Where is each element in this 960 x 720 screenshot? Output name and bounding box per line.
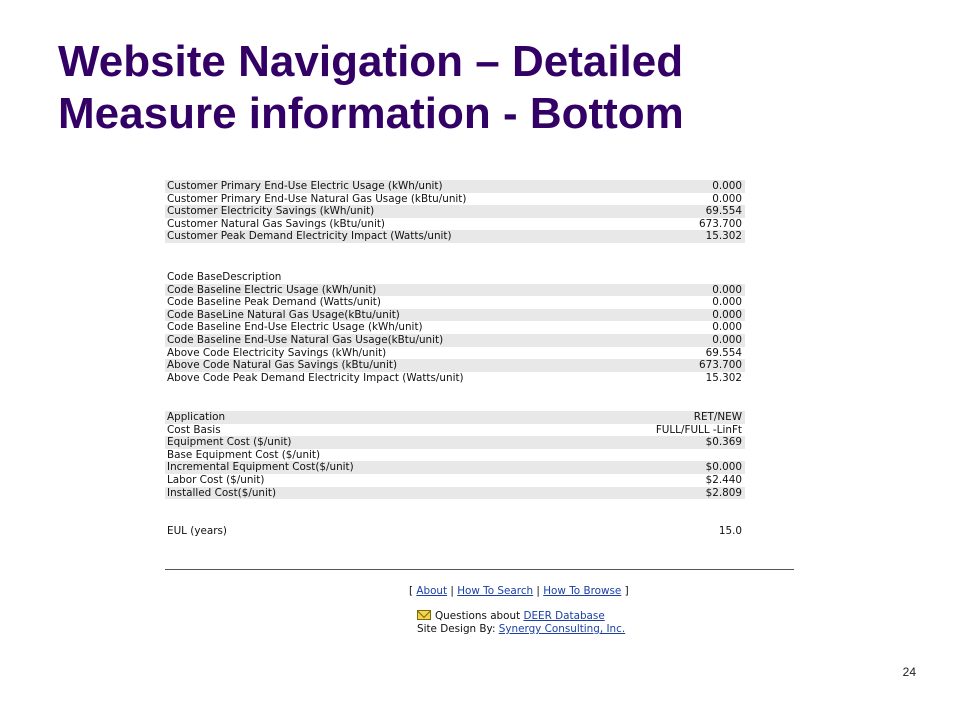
eul-table (165, 525, 745, 538)
table-row (165, 284, 745, 297)
row-value: 15.302 (705, 371, 742, 384)
row-value: 69.554 (705, 205, 742, 218)
row-label: Incremental Equipment Cost($/unit) (167, 461, 354, 474)
row-value: 0.000 (712, 192, 742, 205)
row-value: $2.809 (705, 486, 742, 499)
slide-title-line-2: Measure information - Bottom (58, 89, 684, 138)
row-value: 15.302 (705, 230, 742, 243)
table-row (165, 218, 745, 231)
row-label: Installed Cost($/unit) (167, 486, 277, 499)
deer-database-link[interactable]: DEER Database (523, 610, 605, 622)
row-value: 0.000 (712, 308, 742, 321)
measure-details-screenshot (163, 176, 795, 646)
row-label: Application (167, 411, 226, 423)
row-value: FULL/FULL -LinFt (655, 423, 742, 436)
link-separator: | (447, 585, 458, 597)
row-label: Code Baseline Peak Demand (Watts/unit) (167, 296, 381, 309)
row-label: Equipment Cost ($/unit) (167, 436, 292, 449)
about-link[interactable]: About (416, 585, 448, 597)
slide-title (58, 36, 918, 140)
row-label: Base Equipment Cost ($/unit) (167, 448, 321, 461)
row-value: 0.000 (712, 296, 742, 309)
customer-usage-table (165, 180, 745, 243)
table-row (165, 411, 745, 424)
table-row (165, 525, 745, 538)
row-label: Above Code Electricity Savings (kWh/unit) (167, 346, 387, 359)
slide-title-line-1: Website Navigation – Detailed (58, 37, 684, 86)
link-separator: | (533, 585, 544, 597)
questions-line (417, 610, 625, 623)
row-value (742, 449, 745, 462)
row-label: Code Baseline Electric Usage (kWh/unit) (167, 283, 377, 296)
row-label: Labor Cost ($/unit) (167, 473, 265, 486)
table-row (165, 334, 745, 347)
site-design-text: Site Design By: (417, 623, 499, 635)
synergy-consulting-link[interactable]: Synergy Consulting, Inc. (498, 623, 626, 635)
table-row (165, 296, 745, 309)
row-label: Customer Electricity Savings (kWh/unit) (167, 205, 375, 218)
row-label: Customer Primary End-Use Electric Usage (kWh/unit) (167, 180, 443, 192)
table-row (165, 436, 745, 449)
bracket-open: [ (409, 585, 417, 597)
page-number: 24 (902, 665, 916, 679)
row-value: $0.000 (705, 461, 742, 474)
footer-divider (165, 569, 794, 570)
bracket-close: ] (621, 585, 629, 597)
row-value: $2.440 (705, 473, 742, 486)
table-row (165, 193, 745, 206)
row-label: Above Code Natural Gas Savings (kBtu/unit) (167, 359, 398, 372)
table-row (165, 461, 745, 474)
row-label: Above Code Peak Demand Electricity Impact (Watts/unit) (167, 371, 464, 384)
questions-text: Questions about (435, 610, 524, 622)
table-row (165, 271, 745, 284)
row-value: 0.000 (712, 283, 742, 296)
how-to-browse-link[interactable]: How To Browse (543, 585, 622, 597)
table-row (165, 474, 745, 487)
row-label: EUL (years) (167, 525, 227, 537)
mail-icon[interactable] (417, 610, 431, 620)
contact-info (417, 610, 625, 636)
table-row (165, 372, 745, 385)
table-row (165, 424, 745, 437)
row-label: Customer Natural Gas Savings (kBtu/unit) (167, 217, 385, 230)
row-label: Code BaseDescription (167, 271, 282, 283)
row-label: Code Baseline End-Use Natural Gas Usage(kBtu/unit) (167, 333, 444, 346)
table-row (165, 309, 745, 322)
row-value: 15.0 (718, 525, 742, 537)
row-value: 69.554 (705, 346, 742, 359)
site-design-line (417, 623, 625, 636)
row-label: Code BaseLine Natural Gas Usage(kBtu/unit) (167, 308, 400, 321)
row-value: 0.000 (712, 321, 742, 334)
table-row (165, 487, 745, 500)
row-value: RET/NEW (693, 411, 742, 423)
table-row (165, 321, 745, 334)
table-row (165, 347, 745, 360)
row-value (742, 271, 745, 284)
table-row (165, 359, 745, 372)
row-label: Customer Primary End-Use Natural Gas Usage (kBtu/unit) (167, 192, 467, 205)
code-baseline-table (165, 271, 745, 384)
table-row (165, 205, 745, 218)
row-value: 673.700 (699, 217, 742, 230)
row-value: 0.000 (712, 180, 742, 192)
row-value: 673.700 (699, 359, 742, 372)
how-to-search-link[interactable]: How To Search (457, 585, 534, 597)
table-row (165, 449, 745, 462)
row-label: Cost Basis (167, 423, 221, 436)
row-label: Code Baseline End-Use Electric Usage (kWh/unit) (167, 321, 423, 334)
row-value: $0.369 (705, 436, 742, 449)
table-row (165, 230, 745, 243)
cost-table (165, 411, 745, 499)
table-row (165, 180, 745, 193)
row-label: Customer Peak Demand Electricity Impact (Watts/unit) (167, 230, 452, 243)
footer-nav (409, 585, 629, 597)
row-value: 0.000 (712, 333, 742, 346)
